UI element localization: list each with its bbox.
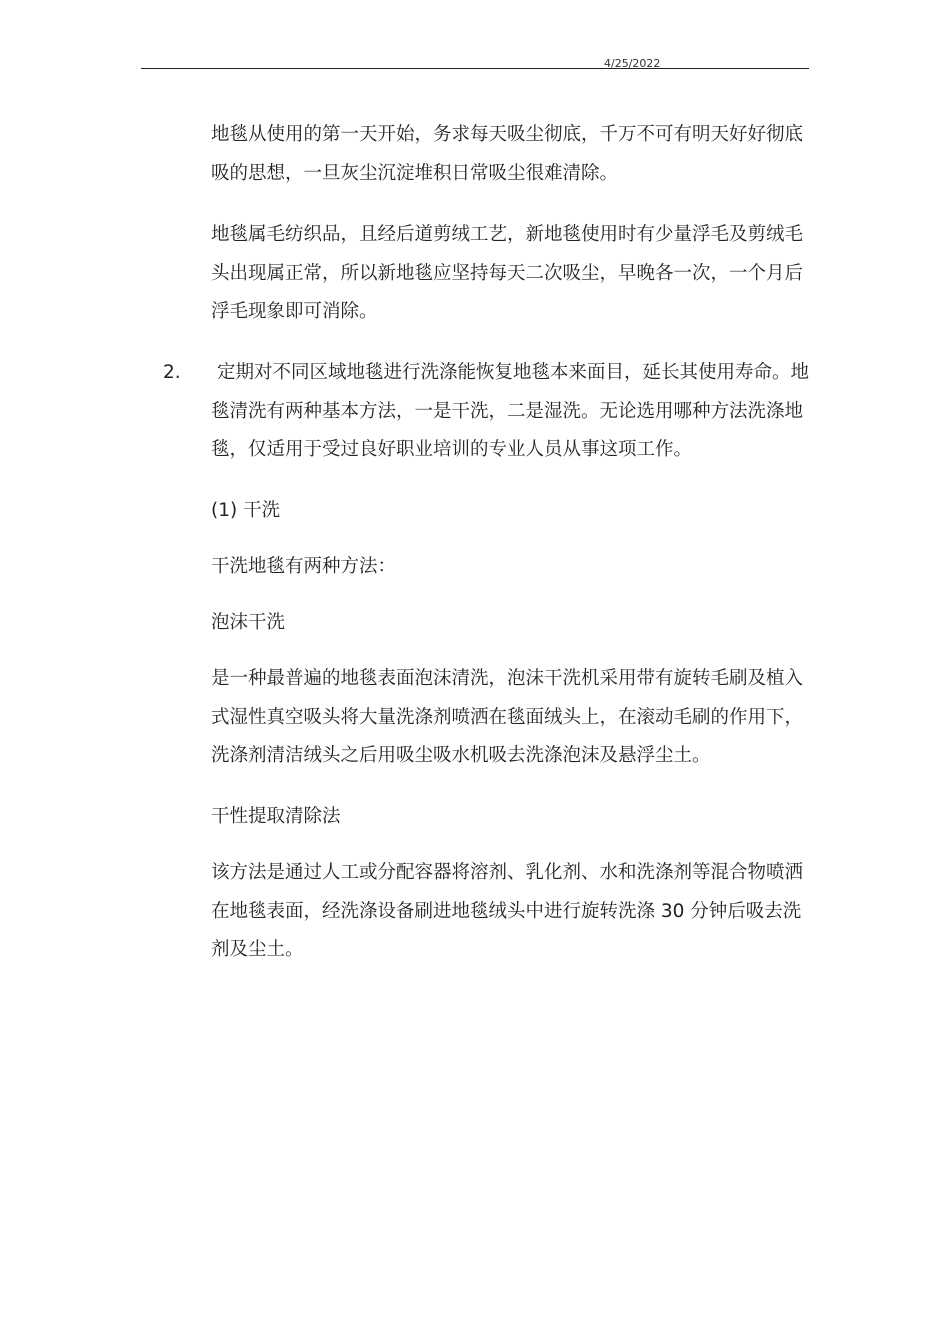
method-extraction-text: 该方法是通过人工或分配容器将溶剂、乳化剂、水和洗涤剂等混合物喷洒在地毯表面，经洗涤设备刷进地毯绒头中进行旋转洗涤 30 分钟后吸去洗剂及尘土。 <box>211 862 804 960</box>
paragraph-daily-vacuum: 地毯从使用的第一天开始，务求每天吸尘彻底，千万不可有明天好好彻底吸的思想，一旦灰尘沉淀堆积日常吸尘很难清除。 <box>211 124 804 184</box>
header-rule <box>141 68 809 69</box>
subheading-dry-clean: (1) 干洗 <box>211 500 281 521</box>
paragraph-new-carpet: 地毯属毛纺织品，且经后道剪绒工艺，新地毯使用时有少量浮毛及剪绒毛头出现属正常，所以新地毯应坚持每天二次吸尘，早晚各一次，一个月后浮毛现象即可消除。 <box>211 224 804 322</box>
header-date: 4/25/2022 <box>604 57 661 70</box>
method-extraction-title: 干性提取清除法 <box>211 806 341 827</box>
dry-clean-intro: 干洗地毯有两种方法： <box>211 556 397 577</box>
method-foam-title: 泡沫干洗 <box>211 612 286 633</box>
list-number-2: 2. <box>163 362 181 383</box>
method-foam-text: 是一种最普遍的地毯表面泡沫清洗，泡沫干洗机采用带有旋转毛刷及植入式湿性真空吸头将大量洗涤剂喷洒在毯面绒头上，在滚动毛刷的作用下，洗涤剂清洁绒头之后用吸尘吸水机吸去洗涤泡沫及悬浮尘土。 <box>211 668 804 766</box>
paragraph-periodic-cleaning: 定期对不同区域地毯进行洗涤能恢复地毯本来面目，延长其使用寿命。地毯清洗有两种基本方法，一是干洗，二是湿洗。无论选用哪种方法洗涤地毯，仅适用于受过良好职业培训的专业人员从事这项工作。 <box>211 362 810 460</box>
